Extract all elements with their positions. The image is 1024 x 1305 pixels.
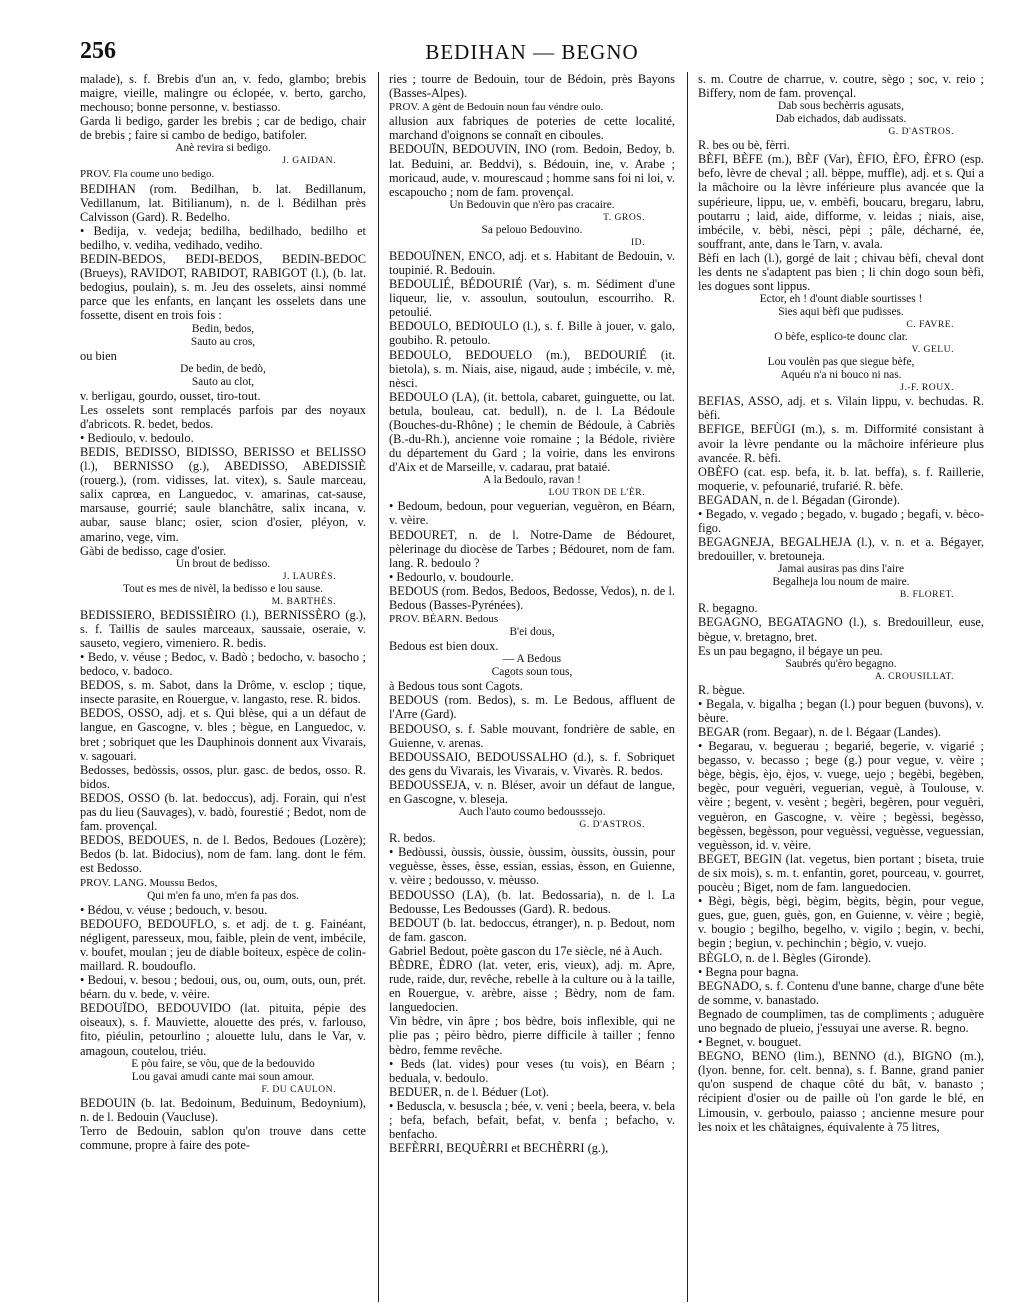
entry-text: Gàbi de bedisso, cage d'osier.	[80, 543, 227, 558]
proverb: PROV. BÉARN. Bedous	[389, 613, 499, 626]
entry-text: BEDOUS (rom. Bedos, Bedoos, Bedosse, Vedos), n. de l. Bedous (Basses-Pyrénées).	[389, 583, 675, 612]
attribution: ID.	[630, 236, 645, 248]
entry-text: Vin bèdre, vin âpre ; bos bèdre, bois inflexible, qui ne plie pas ; pèiro bèdro, pierre difficile à tailler ; fenno bèdro, femme revêche.	[389, 1014, 675, 1057]
entry-text: s. m. Coutre de charrue, v. coutre, sègo ; soc, v. reio ; Biffery, nom de fam. provençal.	[698, 72, 984, 101]
entry-text: • Bedourlo, v. boudourle.	[389, 569, 514, 584]
entry-text: • Bedioulo, v. bedoulo.	[80, 430, 194, 445]
attribution: J.-F. ROUX.	[900, 382, 954, 394]
entry-text: BEDOULIÉ, BÉDOURIÉ (Var), s. m. Sédiment d'une liqueur, lie, v. assoulun, soutoulun, escourriho. R. petoulié.	[389, 277, 675, 320]
proverb: PROV. Fla coume uno bedigo.	[80, 168, 215, 181]
verse-line: Saubrés qu'èro begagno.	[785, 657, 897, 670]
verse-line: E pòu faire, se vòu, que de la bedouvido	[131, 1057, 315, 1070]
attribution: A. CROUSILLAT.	[874, 670, 954, 682]
entry-text: R. begagno.	[698, 601, 758, 616]
entry-text: BEDOUÏNEN, ENCO, adj. et s. Habitant de Bedouin, v. toupinié. R. Bedouin.	[389, 248, 675, 277]
verse-line: O bèfe, esplico-te dounc clar.	[774, 331, 908, 344]
entry-text: BEDUER, n. de l. Béduer (Lot).	[389, 1084, 550, 1099]
entry-text: BEFÈRRI, BEQUÈRRI et BECHÈRRI (g.),	[389, 1141, 609, 1156]
attribution: G. D'ASTROS.	[888, 126, 954, 138]
verse-line: Sies aqui bèfi que pudisses.	[778, 306, 904, 319]
entry-text: BEDISSIERO, BEDISSIÈIRO (l.), BERNISSÈRO (g.), s. f. Taillis de saules marceaux, saussaie, oseraie, v. sauseto, vegiero, vimeniero. R. bedis.	[80, 607, 366, 650]
attribution: LOU TRON DE L'ÈR.	[548, 487, 645, 499]
column-2	[378, 72, 675, 1302]
entry-text: • Begna pour bagna.	[698, 964, 799, 979]
entry-text: • Begarau, v. beguerau ; begarié, begerie, v. vigarié ; begasso, v. becasso ; bege (g.) pour vegue, v. vèire ; bège, bègis, èjo, èjos, v. vuege, uejo ; begèbi, begèben, begèc, pour veguèri, veguerian, veguè, à Toulouse, v. vèire ; begent, v. vesènt ; begèri, begèren, pour veguèri, veguèron, en Gascogne, v. vèire ; begèssi, begèsso, begèssen, begèsson, pour veguèssi, veguèsse, veguessian, veguèsson, id. v. vèire.	[698, 739, 984, 852]
entry-text: BEDIHAN (rom. Bedilhan, b. lat. Bedillanum, Vedillanum, lat. Bitilianum), n. de l. Bédilhan près Calvisson (Gard). R. Bedelho.	[80, 181, 366, 224]
entry-text: Bedosses, bedòssis, ossos, plur. gasc. de bedos, osso. R. bidos.	[80, 762, 366, 791]
entry-text: BEDOUSSEJA, v. n. Bléser, avoir un défaut de langue, en Gascogne, v. bleseja.	[389, 777, 675, 807]
entry-text: allusion aux fabriques de poteries de cette localité, marchand d'oignons se connaît en ciboules.	[389, 114, 675, 143]
entry-text: Gabriel Bedout, poète gascon du 17e siècle, né à Auch.	[389, 943, 663, 958]
verse-line: Un Bedouvin que n'èro pas cracaire.	[449, 198, 615, 211]
verse-line: Sauto au clot,	[191, 375, 255, 388]
verse-line: De bedin, de bedò,	[180, 362, 266, 375]
entry-text: BEGAGNEJA, BEGALHEJA (l.), v. n. et a. Bégayer, bredouiller, v. bretouneja.	[698, 535, 984, 564]
entry-text: • Bédou, v. véuse ; bedouch, v. besou.	[80, 902, 268, 917]
verse-line: Anè revira si bedigo.	[175, 142, 271, 155]
entry-text: Bedous est bien doux.	[389, 639, 499, 654]
entry-text: BEDOS, s. m. Sabot, dans la Drôme, v. esclop ; tique, insecte parasite, en Rouergue, v. langasto, rese. R. bidos.	[80, 678, 366, 707]
verse-line: Lou gavai amudi cante mai soun amour.	[131, 1070, 315, 1083]
entry-text: • Begado, v. vegado ; begado, v. bugado ; begafi, v. bèco-figo.	[698, 506, 984, 536]
verse-line: Qui m'en fa uno, m'en fa pas dos.	[147, 889, 299, 902]
column-1	[80, 72, 366, 1302]
verse-line: B'ei dous,	[509, 626, 555, 639]
entry-text: Es un pau begagno, il bégaye un peu.	[698, 643, 883, 658]
entry-text: BEGAGNO, BEGATAGNO (l.), s. Bredouilleur, euse, bègue, v. bretagno, bret.	[698, 615, 984, 644]
entry-text: BEDOULO (LA), (it. bettola, cabaret, guinguette, ou lat. betula, bouleau, cat. bedull), n. de l. La Bédoule (Bouches-du-Rhône) ; le chemin de Bédoule, à Cabriès (B.-du-Rh.), ancienne voie romaine ; la Bédole, rivière du département du Gard ; la voirie, dans les environs d'Aix et de Marseille, v. cadarau, prat bataié.	[389, 389, 675, 475]
entry-text: • Bedija, v. vedeja; bedilha, bedilhado, bedilho et bedilho, v. vediha, vedihado, vediho.	[80, 223, 366, 252]
entry-text: OBÈFO (cat. esp. befa, it. b. lat. beffa), s. f. Raillerie, moquerie, v. pefounarié, trufarié. R. bèfe.	[698, 464, 984, 493]
entry-text: BEGADAN, n. de l. Bégadan (Gironde).	[698, 492, 900, 507]
attribution: T. GROS.	[603, 211, 645, 223]
page-number: 256	[80, 38, 116, 64]
entry-text: Terro de Bedouin, sablon qu'on trouve dans cette commune, propre à faire des pote-	[80, 1123, 366, 1152]
entry-text: • Bedoui, v. besou ; bedoui, ous, ou, oum, outs, oun, prét. béarn. du v. bede, v. vèire.	[80, 973, 366, 1002]
verse-line: Jamai ausiras pas dins l'aire	[777, 563, 905, 576]
entry-text: BEDOUSSAIO, BEDOUSSALHO (d.), s. f. Sobriquet des gens du Vivarais, les Vivarais, v. Vivarès. R. bedos.	[389, 749, 675, 778]
entry-text: • Bedoum, bedoun, pour veguerian, veguèron, en Béarn, v. vèire.	[389, 499, 675, 528]
entry-text: BEDOULO, BEDOUELO (m.), BEDOURIÉ (it. bietola), s. m. Niais, aise, nigaud, aude ; imbécile, v. mè, nèsci.	[389, 347, 675, 390]
verse-line: Tout es mes de nivèl, la bedisso e lou sause.	[122, 582, 324, 595]
entry-text: BEDOS, OSSO, adj. et s. Qui blèse, qui a un défaut de langue, en Gascogne, v. bles ; bègue, en Languedoc, v. bret ; sobriquet que les Dauphinois donnent aux Vivarais, v. sagouari.	[80, 706, 366, 763]
entry-text: • Begala, v. bigalha ; began (l.) pour beguen (buvons), v. bèure.	[698, 696, 984, 725]
entry-text: BEDOUFO, BEDOUFLO, s. et adj. de t. g. Fainéant, négligent, paresseux, mou, faible, plein de vent, imbécile, v. boufet, moulan ; jeu de diable boiteux, espèce de colin-maillard. R. boudouflo.	[80, 916, 366, 973]
entry-text: BEDOUSO, s. f. Sable mouvant, fondrière de sable, en Guienne, v. arenas.	[389, 721, 675, 750]
page-header	[80, 38, 984, 72]
entry-text: BEDOUÏDO, BEDOUVIDO (lat. pituita, pépie des oiseaux), s. f. Mauviette, alouette des prés, v. farlouso, fito, piéulin, petourlino ; alouette lulu, dans le Var, v. amagoun, coutelou, triéu.	[80, 1001, 366, 1058]
entry-text: à Bedous tous sont Cagots.	[389, 679, 523, 694]
entry-text: R. bègue.	[698, 682, 746, 697]
entry-text: Les osselets sont remplacés parfois par des noyaux d'abricots. R. bedet, bedos.	[80, 402, 366, 431]
verse-line: Sa pelouo Bedouvino.	[481, 223, 583, 236]
entry-text: BEGNADO, s. f. Contenu d'une banne, charge d'une bête de somme, v. banastado.	[698, 978, 984, 1007]
attribution: F. DU CAULON.	[261, 1083, 336, 1095]
text-columns	[80, 72, 984, 1302]
entry-text: v. berligau, gourdo, ousset, tiro-tout.	[80, 388, 261, 403]
entry-text: • Beds (lat. vides) pour veses (tu vois), en Béarn ; beduala, v. bedoulo.	[389, 1056, 675, 1085]
attribution: C. FAVRE.	[906, 319, 954, 331]
verse-line: A la Bedoulo, ravan !	[483, 474, 581, 487]
entry-text: BEDOS, BEDOUES, n. de l. Bedos, Bedoues (Lozère); Bedos (b. lat. Bidocius), nom de fam. lang. dont le fém. est Bedosso.	[80, 833, 366, 876]
entry-text: BEDOS, OSSO (b. lat. bedoccus), adj. Forain, qui n'est pas du lieu (Sauvages), v. badò, fourestié ; Bedot, nom de fam. provençal.	[80, 790, 366, 834]
attribution: V. GELU.	[911, 344, 954, 356]
verse-line: Ector, eh ! d'ount diable sourtisses !	[759, 293, 923, 306]
entry-text: R. bes ou bè, fèrri.	[698, 138, 790, 153]
entry-text: malade), s. f. Brebis d'un an, v. fedo, glambo; brebis maigre, vieille, malingre ou éclopée, v. berto, garcho, mechouso; bonne personne, v. bestiasso.	[80, 72, 366, 115]
entry-text: • Begnet, v. bouguet.	[698, 1035, 802, 1050]
attribution: G. D'ASTROS.	[579, 819, 645, 831]
entry-text: • Bedòussi, òussis, òussie, òussim, òussits, òussin, pour veguèsse, èsses, èsse, essian, essias, èsson, en Guienne, v. vèire ; bedousso, v. mèusso.	[389, 845, 675, 888]
verse-line: Dab eichados, dab audissats.	[775, 113, 907, 126]
attribution: B. FLORET.	[899, 589, 954, 601]
entry-text: BÈGLO, n. de l. Bègles (Gironde).	[698, 950, 872, 965]
verse-line: Cagots soun tous,	[491, 666, 573, 679]
verse-line: Begalheja lou noum de maire.	[772, 576, 910, 589]
verse-line: Sauto au cros,	[190, 335, 256, 348]
entry-text: BEDOUS (rom. Bedos), s. m. Le Bedous, affluent de l'Arre (Gard).	[389, 693, 675, 722]
entry-text: • Bedo, v. véuse ; Bedoc, v. Badò ; bedocho, v. basocho ; bedoco, v. badoco.	[80, 650, 366, 679]
entry-text: • Bègi, bègis, bègi, bègim, bègits, bègin, pour vegue, gues, gue, guen, guès, gon, en Guienne, v. vèire ; begiè, v. bougio ; begilho, begelho, v. vigilo ; begin, v. bechi, begin ; begiun, v. pechinchin ; bègio, v. vuejo.	[698, 894, 984, 951]
entry-text: ou bien	[80, 348, 117, 363]
verse-line: Auch l'auto coumo bedousssejo.	[458, 806, 606, 819]
entry-text: BEGNO, BENO (lim.), BENNO (d.), BIGNO (m.), (lyon. benne, for. celt. benna), s. f. Banne, grand panier qu'on suspend de chaque côté du bât, v. banasto ; récipient d'osier ou de paille où l'on garde le blé, en Limousin, v. gerboulo, paiasso ; ancienne mesure pour les noix et les châtaignes, équivalente à 75 litres,	[698, 1049, 984, 1134]
entry-text: BEDIS, BEDISSO, BIDISSO, BERISSO et BELISSO (l.), BERNISSO (g.), ABEDISSO, ABEDISSIÈ (rouerg.), (rom. vidisses, lat. vitex), s. Saule marceau, salix caprœa, en Languedoc, v. amarinas, cat-sause, marsause, gourrié; saule blanchâtre, salix incana, v. aubar, sause blanc; osier, scion d'osier, pléyon, v. amarino, vege, vim.	[80, 444, 366, 544]
entry-text: Garda li bedigo, garder les brebis ; car de bedigo, chair de brebis ; faire si cambo de bedigo, batifoler.	[80, 114, 366, 143]
entry-text: BEGET, BEGIN (lat. vegetus, bien portant ; biseta, truie de six mois), s. m. t. enfantin, goret, pourceau, v. gourret, poucèu ; Biget, nom de fam. languedocien.	[698, 851, 984, 895]
column-3	[687, 72, 984, 1302]
entry-text: BÈDRE, ÈDRO (lat. veter, eris, vieux), adj. m. Apre, rude, raide, dur, revêche, rebelle à la culture ou à la taille, en Rouergue, v. arèbre, aisse ; Bèdry, nom de fam. languedocien.	[389, 957, 675, 1015]
running-head: BEDIHAN — BEGNO	[425, 40, 639, 64]
attribution: J. LAURÈS.	[282, 570, 336, 582]
verse-line: Aquéu n'a ni bouco ni nas.	[780, 369, 902, 382]
entry-text: BEFIAS, ASSO, adj. et s. Vilain lippu, v. bechudas. R. bèfi.	[698, 394, 984, 423]
proverb: PROV. LANG. Moussu Bedos,	[80, 876, 218, 889]
attribution: J. GAIDAN.	[282, 155, 336, 167]
entry-text: BEDOUÏN, BEDOUVIN, INO (rom. Bedoin, Bedoy, b. lat. Beduini, ar. Beddvi), s. Bédouin, ine, v. Arabe ; moricaud, aude, v. mourescaud ; homme sans foi ni loi, v. escapoucho ; nom de fam. provençal.	[389, 142, 675, 199]
entry-text: Begnado de coumplimen, tas de compliments ; aduguère uno begnado de plueio, j'essuyai une averse. R. begno.	[698, 1006, 984, 1035]
entry-text: BEDOULO, BEDIOULO (l.), s. f. Bille à jouer, v. galo, goubiho. R. petoulo.	[389, 319, 675, 348]
verse-line: Lou voulèn pas que siegue bèfe,	[767, 356, 915, 369]
entry-text: BEDOUT (b. lat. bedoccus, étranger), n. p. Bedout, nom de fam. gascon.	[389, 915, 675, 944]
entry-text: BEDOUSSO (LA), (b. lat. Bedossaria), n. de l. La Bedousse, Les Bedousses (Gard). R. bedous.	[389, 887, 675, 916]
verse-line: — A Bedous	[502, 653, 562, 666]
attribution: M. BARTHÉS.	[271, 595, 336, 607]
entry-text: BEFIGE, BEFÙGI (m.), s. m. Difformité consistant à avoir la lèvre pendante ou la mâchoire inférieure plus avancée. R. bèfi.	[698, 422, 984, 465]
entry-text: R. bedos.	[389, 831, 436, 846]
proverb: PROV. A gènt de Bedouin noun fau véndre oulo.	[389, 101, 604, 114]
verse-line: Dab sous bechèrris agusats,	[778, 100, 904, 113]
entry-text: • Beduscla, v. besuscla ; bée, v. veni ; beela, beera, v. bela ; befa, befach, befait, befat, v. benfa ; befacho, v. benfacho.	[389, 1098, 675, 1142]
verse-line: Bedin, bedos,	[191, 322, 255, 335]
verse-line: Un brout de bedisso.	[175, 557, 271, 570]
entry-text: BEDOUIN (b. lat. Bedoinum, Beduinum, Bedoynium), n. de l. Bedouin (Vaucluse).	[80, 1095, 366, 1124]
entry-text: BEGAR (rom. Begaar), n. de l. Bégaar (Landes).	[698, 725, 941, 739]
entry-text: BÈFI, BÈFE (m.), BÈF (Var), ÈFIO, ÈFO, ÈFRO (esp. befo, lèvre de cheval ; all. bëppe, muffle), adj. et s. Qui a la mâchoire ou la lèvre inférieure plus avancée que la supérieure, lippu, ue, v. embèfi, boucaru, bregaru, labru, poutarru ; laid, aide, difforme, v. leidas ; niais, aise, imbécile, v. bèbi, nèsci, pèpi ; pâle, décharné, ée, souffrant, ante, dans le Tarn, v. avala.	[698, 152, 984, 251]
entry-text: BEDOURET, n. de l. Notre-Dame de Bédouret, pèlerinage du diocèse de Tarbes ; Bédouret, nom de fam. lang. R. bedoulo ?	[389, 527, 675, 570]
entry-text: Bèfi en lach (l.), gorgé de lait ; chivau bèfi, cheval dont les dents ne s'adaptent pas bien ; li chin dogo soun bèfi, les dogues sont lippus.	[698, 250, 984, 294]
entry-text: ries ; tourre de Bedouin, tour de Bédoin, près Bayons (Basses-Alpes).	[389, 72, 675, 101]
entry-text: BEDIN-BEDOS, BEDI-BEDOS, BEDIN-BEDOC (Brueys), RAVIDOT, RABIDOT, RABIGOT (l.), (b. lat. bedogius, poulain), s. m. Jeu des osselets, ainsi nommé parce que les enfants, en lançant les osselets dans une fossette, disent en trois fois :	[80, 252, 366, 323]
